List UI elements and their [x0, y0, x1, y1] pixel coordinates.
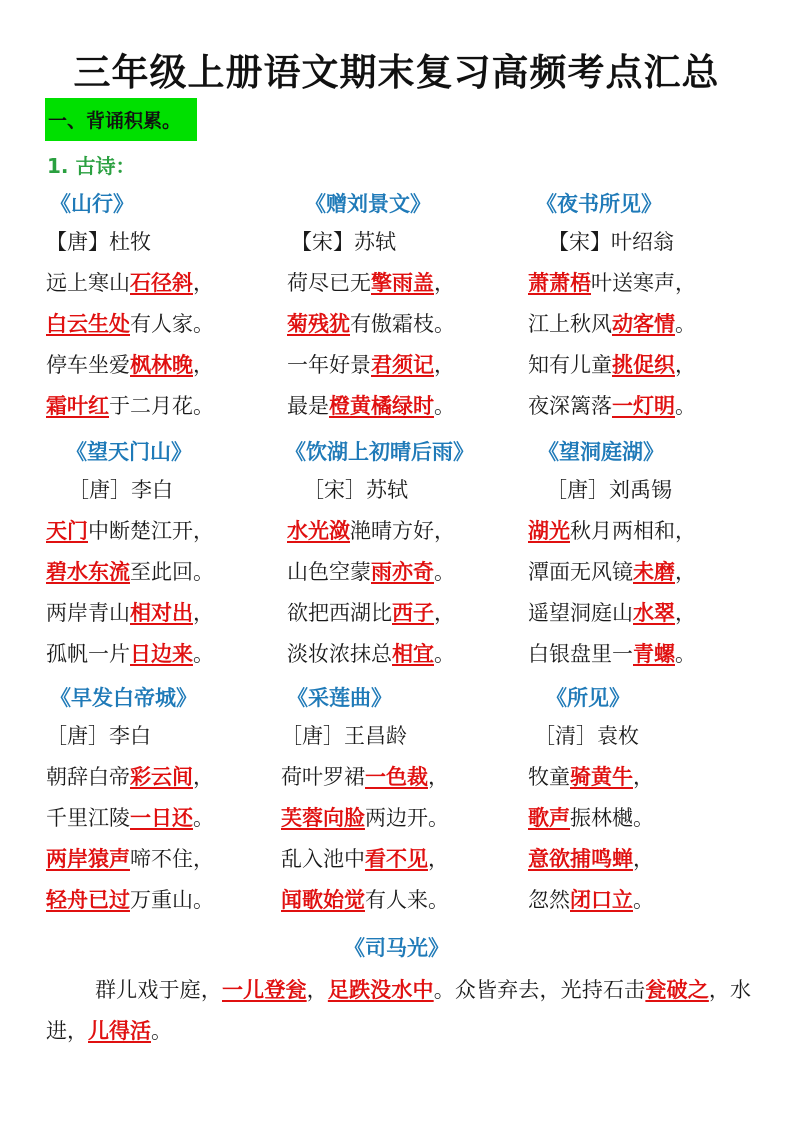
poem-line — [281, 593, 541, 634]
poem-text: ， — [633, 847, 654, 871]
poem-title: 《所见》 — [546, 686, 630, 710]
poem-author: 【唐】杜牧 — [46, 230, 151, 254]
key-phrase: 芙蓉向脸 — [281, 806, 365, 830]
poem-author: ［清］袁枚 — [534, 724, 639, 748]
poem-line — [281, 552, 541, 593]
poem-text: 两岸青山 — [46, 601, 130, 625]
poem-block — [528, 434, 788, 675]
poem-line — [528, 634, 788, 675]
poem-text: 白银盘里一 — [528, 642, 633, 666]
key-phrase: 瓮破之 — [645, 978, 709, 1002]
poem-text: 江上秋风 — [528, 312, 612, 336]
poem-text: ， — [434, 271, 455, 295]
poem-text: 有人家。 — [130, 312, 214, 336]
poem-line — [46, 552, 306, 593]
poem-text: 有傲霜枝。 — [350, 312, 455, 336]
poem-block — [46, 186, 306, 427]
poem-text: 淡妆浓抹总 — [287, 642, 392, 666]
poem-text: 停车坐爱 — [46, 353, 130, 377]
poem-line — [528, 386, 788, 427]
poem-text: 啼不住， — [130, 847, 214, 871]
poem-text: 远上寒山 — [46, 271, 130, 295]
poem-text: 一年好景 — [287, 353, 371, 377]
poem-title: 《赠刘景文》 — [305, 192, 431, 216]
poem-text: 万重山。 — [130, 888, 214, 912]
key-phrase: 一灯明 — [612, 394, 675, 418]
poem-text: ， — [193, 601, 214, 625]
key-phrase: 闭口立 — [570, 888, 633, 912]
poem-author: 【宋】叶绍翁 — [548, 230, 674, 254]
key-phrase: 萧萧梧 — [528, 271, 591, 295]
poem-text: ， — [428, 847, 449, 871]
poem-line — [46, 304, 306, 345]
key-phrase: 足跌没水中 — [327, 978, 434, 1002]
poem-text: ， — [428, 765, 449, 789]
poem-block — [281, 680, 541, 921]
poem-author: ［唐］刘禹锡 — [546, 478, 672, 502]
poem-text: 遥望洞庭山 — [528, 601, 633, 625]
poem-line — [528, 552, 788, 593]
key-phrase: 一日还 — [130, 806, 193, 830]
poem-text: 两边开。 — [365, 806, 449, 830]
key-phrase: 彩云间 — [130, 765, 193, 789]
poem-text: ， — [193, 271, 214, 295]
key-phrase: 雨亦奇 — [371, 560, 434, 584]
poem-author: ［唐］李白 — [46, 724, 151, 748]
poem-text: 。 — [434, 394, 455, 418]
poem-text: 至此回。 — [130, 560, 214, 584]
key-phrase: 菊残犹 — [287, 312, 350, 336]
poem-block — [528, 680, 788, 921]
poem-line — [281, 386, 541, 427]
poem-text: 。 — [675, 642, 696, 666]
poem-line — [281, 304, 541, 345]
poem-line — [281, 634, 541, 675]
key-phrase: 水光潋 — [287, 519, 350, 543]
prose-title: 《司马光》 — [344, 936, 449, 960]
poem-text: 牧童 — [528, 765, 570, 789]
key-phrase: 橙黄橘绿时 — [329, 394, 434, 418]
poem-title: 《夜书所见》 — [536, 192, 662, 216]
subsection-heading: 1. 古诗： — [47, 154, 136, 178]
key-phrase: 青螺 — [633, 642, 675, 666]
poem-author: 【宋】苏轼 — [291, 230, 396, 254]
poem-block — [281, 434, 541, 675]
prose-passage — [46, 970, 751, 1052]
poem-text: 最是 — [287, 394, 329, 418]
poem-text: 有人来。 — [365, 888, 449, 912]
key-phrase: 西子 — [392, 601, 434, 625]
key-phrase: 日边来 — [130, 642, 193, 666]
key-phrase: 君须记 — [371, 353, 434, 377]
poem-line — [281, 345, 541, 386]
poem-author: ［唐］王昌龄 — [281, 724, 407, 748]
key-phrase: 霜叶红 — [46, 394, 109, 418]
poem-text: ， — [434, 353, 455, 377]
poem-line — [46, 839, 306, 880]
key-phrase: 一儿登瓮 — [222, 978, 307, 1002]
key-phrase: 歌声 — [528, 806, 570, 830]
key-phrase: 闻歌始觉 — [281, 888, 365, 912]
poem-line — [281, 880, 541, 921]
section-heading: 一、背诵积累。 — [45, 98, 197, 141]
key-phrase: 意欲捕鸣蝉 — [528, 847, 633, 871]
key-phrase: 动客情 — [612, 312, 675, 336]
key-phrase: 天门 — [46, 519, 88, 543]
key-phrase: 相对出 — [130, 601, 193, 625]
poem-block — [528, 186, 788, 427]
poem-line — [46, 593, 306, 634]
prose-text: 。 — [151, 1019, 172, 1043]
poem-text: ， — [675, 560, 696, 584]
poem-text: ， — [633, 765, 654, 789]
poem-line — [281, 511, 541, 552]
poem-line — [528, 757, 788, 798]
poem-text: 知有儿童 — [528, 353, 612, 377]
poem-text: 忽然 — [528, 888, 570, 912]
poem-text: 。 — [675, 312, 696, 336]
poem-line — [528, 839, 788, 880]
poem-text: 于二月花。 — [109, 394, 214, 418]
poem-text: 。 — [434, 560, 455, 584]
key-phrase: 相宜 — [392, 642, 434, 666]
poem-text: 孤帆一片 — [46, 642, 130, 666]
poem-title: 《望洞庭湖》 — [538, 440, 664, 464]
poem-title: 《山行》 — [50, 192, 134, 216]
key-phrase: 未磨 — [633, 560, 675, 584]
poem-text: ， — [193, 765, 214, 789]
poem-text: 。 — [434, 642, 455, 666]
poem-text: 秋月两相和， — [570, 519, 696, 543]
prose-text: 。众皆弃去，光持石击 — [433, 978, 646, 1002]
key-phrase: 轻舟已过 — [46, 888, 130, 912]
key-phrase: 水翠 — [633, 601, 675, 625]
poem-text: 千里江陵 — [46, 806, 130, 830]
poem-title: 《采莲曲》 — [287, 686, 392, 710]
poem-line — [281, 263, 541, 304]
poem-line — [46, 798, 306, 839]
poem-text: 叶送寒声， — [591, 271, 696, 295]
key-phrase: 石径斜 — [130, 271, 193, 295]
poem-block — [46, 434, 306, 675]
poem-line — [46, 757, 306, 798]
poem-line — [528, 798, 788, 839]
poem-text: 乱入池中 — [281, 847, 365, 871]
prose-text: 群儿戏于庭， — [95, 978, 222, 1002]
key-phrase: 挑促织 — [612, 353, 675, 377]
poem-text: 。 — [633, 888, 654, 912]
poem-line — [528, 263, 788, 304]
key-phrase: 骑黄牛 — [570, 765, 633, 789]
poem-title: 《望天门山》 — [66, 440, 192, 464]
key-phrase: 碧水东流 — [46, 560, 130, 584]
poem-line — [528, 593, 788, 634]
key-phrase: 枫林晚 — [130, 353, 193, 377]
key-phrase: 看不见 — [365, 847, 428, 871]
key-phrase: 两岸猿声 — [46, 847, 130, 871]
poem-title: 《饮湖上初晴后雨》 — [285, 440, 474, 464]
poem-text: 。 — [193, 642, 214, 666]
poem-line — [528, 880, 788, 921]
poem-text: 夜深篱落 — [528, 394, 612, 418]
poem-text: 欲把西湖比 — [287, 601, 392, 625]
poem-line — [46, 511, 306, 552]
poem-line — [528, 304, 788, 345]
poem-line — [46, 386, 306, 427]
poem-line — [46, 634, 306, 675]
poem-line — [46, 345, 306, 386]
poem-text: 。 — [675, 394, 696, 418]
key-phrase: 儿得活 — [88, 1019, 151, 1043]
poem-text: 。 — [193, 806, 214, 830]
poem-text: 振林樾。 — [570, 806, 654, 830]
key-phrase: 一色裁 — [365, 765, 428, 789]
poem-text: 朝辞白帝 — [46, 765, 130, 789]
poem-text: ， — [675, 601, 696, 625]
poem-text: 中断楚江开， — [88, 519, 214, 543]
poem-line — [281, 839, 541, 880]
key-phrase: 擎雨盖 — [371, 271, 434, 295]
page-title: 三年级上册语文期末复习高频考点汇总 — [73, 51, 720, 94]
poem-text: ， — [675, 353, 696, 377]
poem-text: 山色空蒙 — [287, 560, 371, 584]
poem-line — [46, 263, 306, 304]
key-phrase: 湖光 — [528, 519, 570, 543]
poem-text: 荷尽已无 — [287, 271, 371, 295]
poem-title: 《早发白帝城》 — [50, 686, 197, 710]
poem-line — [281, 798, 541, 839]
poem-line — [281, 757, 541, 798]
key-phrase: 白云生处 — [46, 312, 130, 336]
prose-text: ， — [306, 978, 328, 1002]
poem-line — [528, 345, 788, 386]
poem-text: ， — [193, 353, 214, 377]
poem-block — [46, 680, 306, 921]
prose-text: ，水进， — [46, 978, 752, 1043]
poem-author: ［宋］苏轼 — [303, 478, 408, 502]
poem-text: 潭面无风镜 — [528, 560, 633, 584]
poem-line — [46, 880, 306, 921]
poem-text: ， — [434, 601, 455, 625]
poem-text: 荷叶罗裙 — [281, 765, 365, 789]
poem-text: 滟晴方好， — [350, 519, 455, 543]
poem-block — [281, 186, 541, 427]
poem-author: ［唐］李白 — [68, 478, 173, 502]
poem-line — [528, 511, 788, 552]
